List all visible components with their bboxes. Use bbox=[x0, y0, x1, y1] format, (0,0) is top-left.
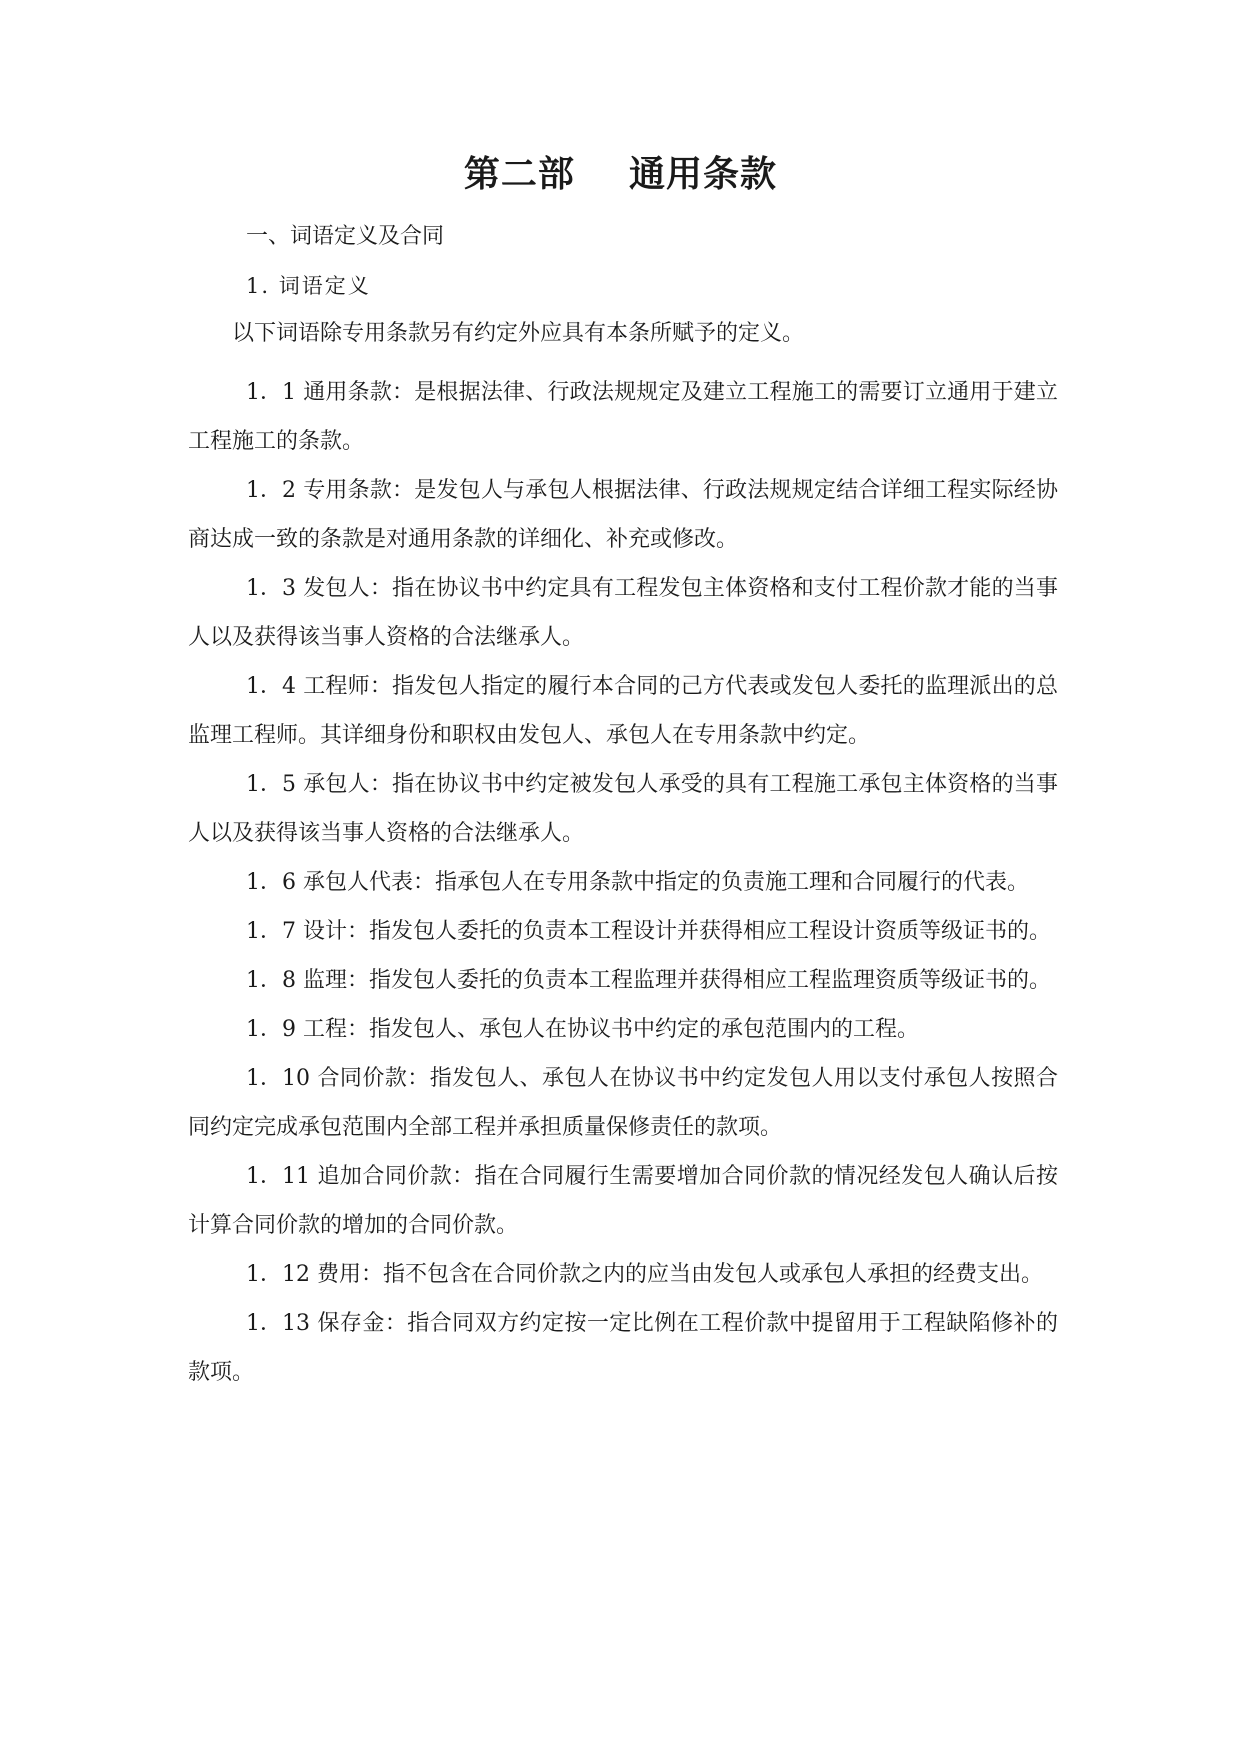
clause-paragraph bbox=[188, 956, 1058, 1005]
clause-paragraph bbox=[188, 1054, 1058, 1152]
clause-paragraph bbox=[188, 1250, 1058, 1299]
clause-text: 发包人：指在协议书中约定具有工程发包主体资格和支付工程价款才能的当事人以及获得该当事人资格的合法继承人。 bbox=[188, 576, 1058, 650]
clause-text: 通用条款：是根据法律、行政法规规定及建立工程施工的需要订立通用于建立工程施工的条款。 bbox=[188, 380, 1058, 454]
clause-text: 合同价款：指发包人、承包人在协议书中约定发包人用以支付承包人按照合同约定完成承包范围内全部工程并承担质量保修责任的款项。 bbox=[188, 1066, 1058, 1140]
clause-paragraph bbox=[188, 760, 1058, 858]
clause-number: 1．3 bbox=[246, 576, 296, 601]
clause-paragraph bbox=[188, 907, 1058, 956]
clause-text: 费用：指不包含在合同价款之内的应当由发包人或承包人承担的经费支出。 bbox=[317, 1262, 1044, 1287]
clause-text: 承包人：指在协议书中约定被发包人承受的具有工程施工承包主体资格的当事人以及获得该当事人资格的合法继承人。 bbox=[188, 772, 1058, 846]
clause-paragraph bbox=[188, 1005, 1058, 1054]
clause-paragraph bbox=[188, 466, 1058, 564]
clause-paragraph bbox=[188, 662, 1058, 760]
section-heading: 一、词语定义及合同 bbox=[246, 224, 445, 249]
clause-text: 设计：指发包人委托的负责本工程设计并获得相应工程设计资质等级证书的。 bbox=[303, 919, 1052, 944]
clause-number: 1．1 bbox=[246, 380, 296, 405]
clause-number: 1．8 bbox=[246, 968, 296, 993]
clause-number: 1．11 bbox=[246, 1164, 310, 1189]
clause-number: 1．2 bbox=[246, 478, 296, 503]
clause-text: 保存金：指合同双方约定按一定比例在工程价款中提留用于工程缺陷修补的款项。 bbox=[188, 1311, 1058, 1385]
clause-number: 1．7 bbox=[246, 919, 296, 944]
clause-number: 1．5 bbox=[246, 772, 296, 797]
clause-paragraph bbox=[188, 564, 1058, 662]
intro-paragraph: 以下词语除专用条款另有约定外应具有本条所赋予的定义。 bbox=[232, 321, 805, 346]
clause-text: 追加合同价款：指在合同履行生需要增加合同价款的情况经发包人确认后按计算合同价款的增加的合同价款。 bbox=[188, 1164, 1058, 1238]
clause-paragraph bbox=[188, 368, 1058, 466]
document-body bbox=[188, 222, 1058, 1397]
page-title: 第二部 通用条款 bbox=[463, 154, 778, 195]
clause-text: 专用条款：是发包人与承包人根据法律、行政法规规定结合详细工程实际经协商达成一致的条款是对通用条款的详细化、补充或修改。 bbox=[188, 478, 1058, 552]
clause-paragraph bbox=[188, 858, 1058, 907]
clause-number: 1．12 bbox=[246, 1262, 310, 1287]
clause-paragraph bbox=[188, 1299, 1058, 1397]
clause-text: 承包人代表：指承包人在专用条款中指定的负责施工理和合同履行的代表。 bbox=[303, 870, 1030, 895]
clause-paragraph bbox=[188, 1152, 1058, 1250]
clause-number: 1．10 bbox=[246, 1066, 310, 1091]
clause-number: 1．6 bbox=[246, 870, 296, 895]
subsection-heading: 1. 词语定义 bbox=[246, 274, 371, 298]
clause-text: 工程：指发包人、承包人在协议书中约定的承包范围内的工程。 bbox=[303, 1017, 920, 1042]
clause-number: 1．4 bbox=[246, 674, 296, 699]
clause-text: 监理：指发包人委托的负责本工程监理并获得相应工程监理资质等级证书的。 bbox=[303, 968, 1052, 993]
clause-text: 工程师：指发包人指定的履行本合同的己方代表或发包人委托的监理派出的总监理工程师。其详细身份和职权由发包人、承包人在专用条款中约定。 bbox=[188, 674, 1058, 748]
clause-number: 1．9 bbox=[246, 1017, 296, 1042]
clause-number: 1．13 bbox=[246, 1311, 310, 1336]
